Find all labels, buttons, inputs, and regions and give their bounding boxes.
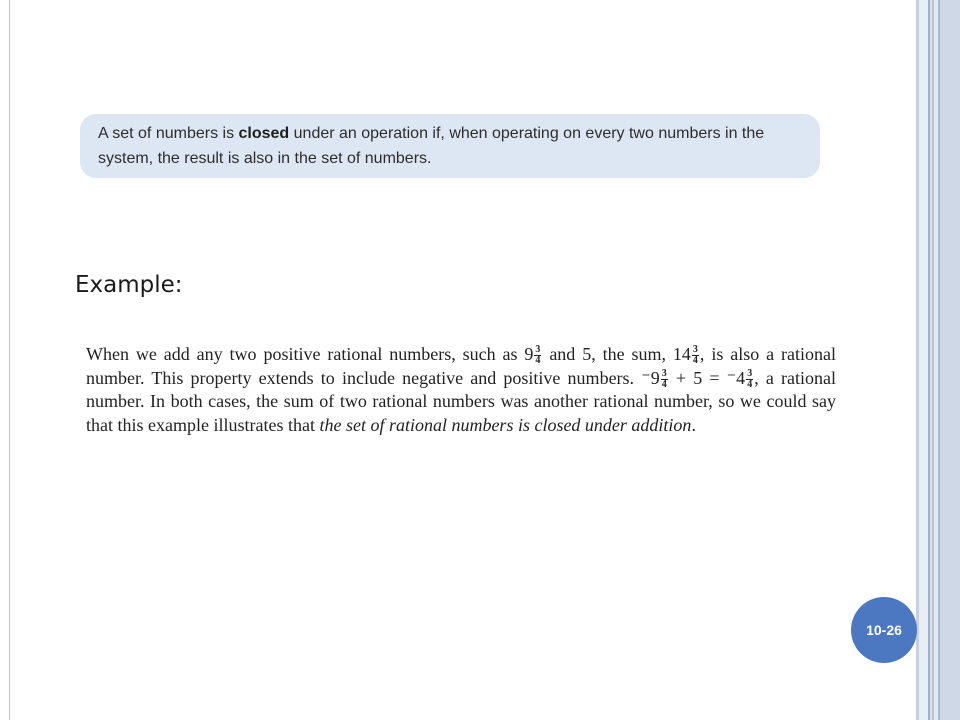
fraction-numerator: 3 [661, 367, 667, 379]
fraction [661, 369, 668, 390]
slide-frame-left-line [9, 0, 10, 720]
definition-prefix: A set of numbers is [98, 125, 239, 142]
example-text-part: When we add any two positive rational numbers, such as 9 [86, 344, 534, 364]
slide-frame-right-band [919, 0, 960, 720]
fraction-numerator: 3 [535, 344, 541, 356]
fraction-numerator: 3 [747, 367, 753, 379]
definition-text [98, 121, 802, 171]
fraction [534, 345, 541, 366]
example-heading: Example: [75, 272, 183, 298]
example-text-part: , a rational number. In both cases, the sum of two rational numbers was another rational number, so we could say that this example illustrates that [86, 367, 836, 435]
example-text-part: , is also a rational number. This property extends to include negative and positive numbers. ⁻9 [86, 344, 836, 388]
fraction-denominator: 4 [535, 355, 541, 367]
page-number-badge: 10-26 [851, 597, 917, 663]
example-text-part: and 5, the sum, 14 [542, 344, 691, 364]
fraction-denominator: 4 [747, 378, 753, 390]
fraction [746, 369, 753, 390]
fraction-numerator: 3 [692, 344, 698, 356]
example-text-part: . [691, 414, 696, 435]
example-text-part: + 5 = ⁻4 [668, 367, 746, 388]
definition-term: closed [238, 125, 290, 142]
definition-suffix: under an operation if, when operating on every two numbers in the system, the result is also in the set of numbers. [98, 125, 765, 167]
fraction-denominator: 4 [661, 378, 667, 390]
fraction-denominator: 4 [692, 355, 698, 367]
fraction [692, 345, 699, 366]
example-text-italic: the set of rational numbers is closed under addition [319, 414, 692, 435]
example-paragraph [86, 343, 836, 437]
definition-box [80, 114, 820, 178]
